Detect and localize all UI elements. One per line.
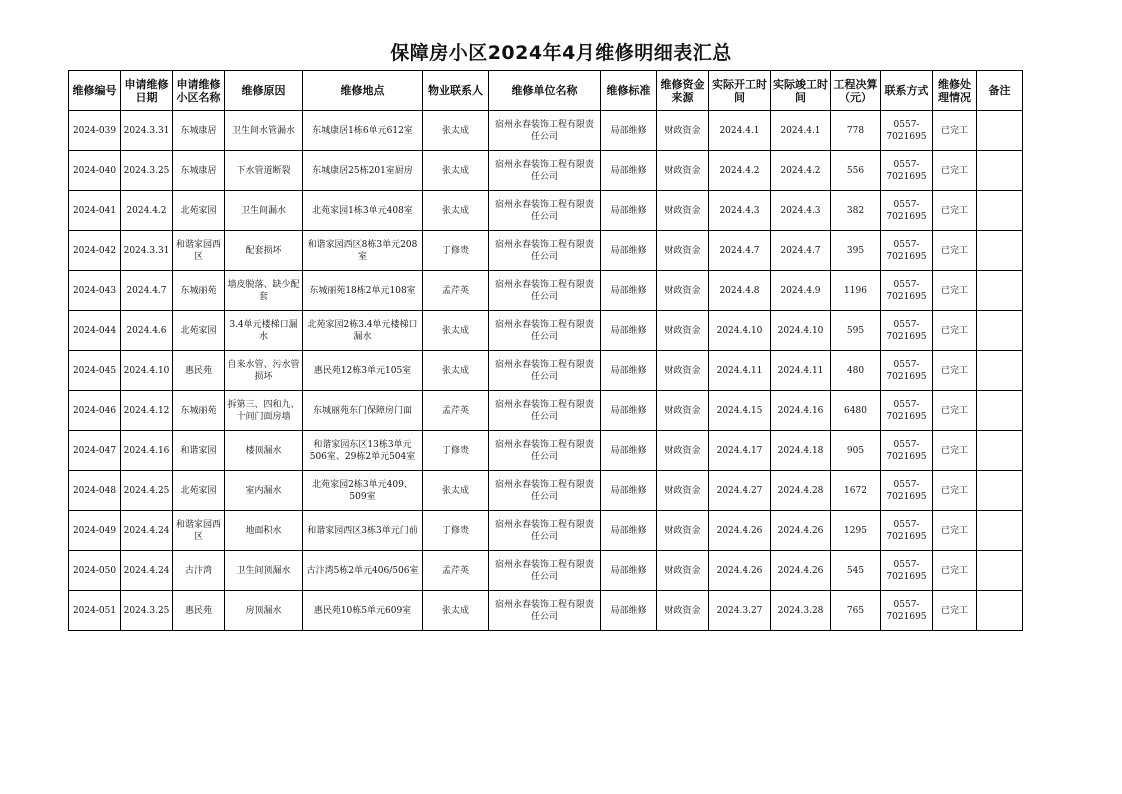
cell-reason: 卫生间顶漏水 (225, 551, 303, 591)
cell-fund-source: 财政资金 (657, 591, 709, 631)
cell-start-date: 2024.3.27 (709, 591, 771, 631)
cell-standard: 局部维修 (601, 511, 657, 551)
cell-finish-date: 2024.4.11 (771, 351, 831, 391)
column-header-contact-person: 物业联系人 (423, 71, 489, 111)
table-row (69, 471, 1023, 511)
cell-contractor: 宿州永春装饰工程有限责任公司 (489, 591, 601, 631)
cell-community: 惠民苑 (173, 351, 225, 391)
cell-finish-date: 2024.4.3 (771, 191, 831, 231)
cell-settlement-amount: 905 (831, 431, 881, 471)
cell-phone: 0557-7021695 (881, 351, 933, 391)
cell-settlement-amount: 556 (831, 151, 881, 191)
cell-standard: 局部维修 (601, 231, 657, 271)
cell-status: 已完工 (933, 231, 977, 271)
cell-remarks (977, 351, 1023, 391)
cell-contact-person: 张太成 (423, 311, 489, 351)
cell-fund-source: 财政资金 (657, 311, 709, 351)
cell-repair-id: 2024-049 (69, 511, 121, 551)
column-header-repair-id: 维修编号 (69, 71, 121, 111)
table-row (69, 551, 1023, 591)
cell-settlement-amount: 778 (831, 111, 881, 151)
cell-reason: 自来水管、污水管损坏 (225, 351, 303, 391)
cell-settlement-amount: 545 (831, 551, 881, 591)
cell-settlement-amount: 1672 (831, 471, 881, 511)
cell-location: 北苑家园2栋3单元409、509室 (303, 471, 423, 511)
cell-phone: 0557-7021695 (881, 471, 933, 511)
cell-contractor: 宿州永春装饰工程有限责任公司 (489, 191, 601, 231)
cell-remarks (977, 391, 1023, 431)
table-row (69, 191, 1023, 231)
table-body (69, 111, 1023, 631)
cell-phone: 0557-7021695 (881, 431, 933, 471)
column-header-settlement-amount: 工程决算（元） (831, 71, 881, 111)
column-header-location: 维修地点 (303, 71, 423, 111)
cell-location: 东城康居1栋6单元612室 (303, 111, 423, 151)
cell-apply-date: 2024.4.7 (121, 271, 173, 311)
cell-finish-date: 2024.4.26 (771, 551, 831, 591)
cell-contact-person: 张太成 (423, 351, 489, 391)
cell-phone: 0557-7021695 (881, 231, 933, 271)
cell-repair-id: 2024-041 (69, 191, 121, 231)
cell-contact-person: 张太成 (423, 151, 489, 191)
cell-standard: 局部维修 (601, 151, 657, 191)
cell-settlement-amount: 6480 (831, 391, 881, 431)
cell-contractor: 宿州永春装饰工程有限责任公司 (489, 391, 601, 431)
column-header-remarks: 备注 (977, 71, 1023, 111)
cell-fund-source: 财政资金 (657, 551, 709, 591)
cell-reason: 室内漏水 (225, 471, 303, 511)
cell-community: 东城丽苑 (173, 391, 225, 431)
cell-standard: 局部维修 (601, 471, 657, 511)
cell-repair-id: 2024-045 (69, 351, 121, 391)
cell-status: 已完工 (933, 151, 977, 191)
cell-settlement-amount: 1196 (831, 271, 881, 311)
cell-settlement-amount: 382 (831, 191, 881, 231)
cell-fund-source: 财政资金 (657, 271, 709, 311)
cell-contact-person: 丁修贵 (423, 231, 489, 271)
cell-remarks (977, 591, 1023, 631)
cell-contractor: 宿州永春装饰工程有限责任公司 (489, 511, 601, 551)
cell-repair-id: 2024-044 (69, 311, 121, 351)
cell-reason: 楼顶漏水 (225, 431, 303, 471)
cell-repair-id: 2024-039 (69, 111, 121, 151)
cell-reason: 地面积水 (225, 511, 303, 551)
cell-community: 古汴湾 (173, 551, 225, 591)
cell-finish-date: 2024.4.1 (771, 111, 831, 151)
cell-remarks (977, 111, 1023, 151)
cell-apply-date: 2024.4.10 (121, 351, 173, 391)
cell-apply-date: 2024.3.25 (121, 591, 173, 631)
cell-settlement-amount: 1295 (831, 511, 881, 551)
cell-contact-person: 丁修贵 (423, 431, 489, 471)
cell-settlement-amount: 765 (831, 591, 881, 631)
cell-settlement-amount: 480 (831, 351, 881, 391)
cell-phone: 0557-7021695 (881, 511, 933, 551)
cell-standard: 局部维修 (601, 591, 657, 631)
cell-phone: 0557-7021695 (881, 191, 933, 231)
cell-contact-person: 张太成 (423, 111, 489, 151)
cell-status: 已完工 (933, 471, 977, 511)
cell-finish-date: 2024.4.16 (771, 391, 831, 431)
repair-table (68, 70, 1023, 631)
column-header-reason: 维修原因 (225, 71, 303, 111)
cell-apply-date: 2024.4.25 (121, 471, 173, 511)
cell-remarks (977, 511, 1023, 551)
cell-standard: 局部维修 (601, 551, 657, 591)
cell-reason: 3.4单元楼梯口漏水 (225, 311, 303, 351)
cell-standard: 局部维修 (601, 271, 657, 311)
cell-start-date: 2024.4.8 (709, 271, 771, 311)
cell-apply-date: 2024.4.24 (121, 511, 173, 551)
cell-start-date: 2024.4.15 (709, 391, 771, 431)
cell-contractor: 宿州永春装饰工程有限责任公司 (489, 311, 601, 351)
cell-fund-source: 财政资金 (657, 511, 709, 551)
cell-status: 已完工 (933, 591, 977, 631)
cell-remarks (977, 191, 1023, 231)
column-header-phone: 联系方式 (881, 71, 933, 111)
cell-standard: 局部维修 (601, 111, 657, 151)
cell-remarks (977, 231, 1023, 271)
table-row (69, 311, 1023, 351)
cell-apply-date: 2024.4.2 (121, 191, 173, 231)
cell-community: 和谐家园西区 (173, 511, 225, 551)
cell-apply-date: 2024.4.24 (121, 551, 173, 591)
cell-location: 北苑家园1栋3单元408室 (303, 191, 423, 231)
cell-start-date: 2024.4.1 (709, 111, 771, 151)
cell-finish-date: 2024.4.2 (771, 151, 831, 191)
cell-community: 和谐家园西区 (173, 231, 225, 271)
cell-fund-source: 财政资金 (657, 191, 709, 231)
cell-finish-date: 2024.4.7 (771, 231, 831, 271)
cell-contact-person: 孟芹英 (423, 271, 489, 311)
column-header-fund-source: 维修资金来源 (657, 71, 709, 111)
cell-location: 东城丽苑18栋2单元108室 (303, 271, 423, 311)
cell-start-date: 2024.4.26 (709, 551, 771, 591)
cell-fund-source: 财政资金 (657, 351, 709, 391)
cell-standard: 局部维修 (601, 311, 657, 351)
cell-repair-id: 2024-046 (69, 391, 121, 431)
cell-phone: 0557-7021695 (881, 271, 933, 311)
cell-apply-date: 2024.4.6 (121, 311, 173, 351)
cell-apply-date: 2024.3.31 (121, 111, 173, 151)
cell-status: 已完工 (933, 271, 977, 311)
cell-contractor: 宿州永春装饰工程有限责任公司 (489, 551, 601, 591)
cell-status: 已完工 (933, 351, 977, 391)
cell-start-date: 2024.4.10 (709, 311, 771, 351)
cell-location: 和谐家园西区8栋3单元208室 (303, 231, 423, 271)
cell-start-date: 2024.4.3 (709, 191, 771, 231)
cell-repair-id: 2024-042 (69, 231, 121, 271)
cell-phone: 0557-7021695 (881, 311, 933, 351)
cell-fund-source: 财政资金 (657, 111, 709, 151)
cell-finish-date: 2024.3.28 (771, 591, 831, 631)
cell-repair-id: 2024-051 (69, 591, 121, 631)
cell-contact-person: 张太成 (423, 191, 489, 231)
cell-settlement-amount: 395 (831, 231, 881, 271)
column-header-start-date: 实际开工时间 (709, 71, 771, 111)
column-header-contractor: 维修单位名称 (489, 71, 601, 111)
cell-standard: 局部维修 (601, 351, 657, 391)
cell-settlement-amount: 595 (831, 311, 881, 351)
cell-status: 已完工 (933, 111, 977, 151)
cell-reason: 下水管道断裂 (225, 151, 303, 191)
table-row (69, 271, 1023, 311)
cell-status: 已完工 (933, 391, 977, 431)
cell-contact-person: 孟芹英 (423, 391, 489, 431)
cell-status: 已完工 (933, 311, 977, 351)
cell-start-date: 2024.4.7 (709, 231, 771, 271)
cell-reason: 卫生间水管漏水 (225, 111, 303, 151)
cell-phone: 0557-7021695 (881, 111, 933, 151)
cell-repair-id: 2024-050 (69, 551, 121, 591)
cell-status: 已完工 (933, 431, 977, 471)
cell-phone: 0557-7021695 (881, 551, 933, 591)
cell-repair-id: 2024-040 (69, 151, 121, 191)
cell-contractor: 宿州永春装饰工程有限责任公司 (489, 431, 601, 471)
cell-start-date: 2024.4.17 (709, 431, 771, 471)
column-header-apply-date: 申请维修日期 (121, 71, 173, 111)
cell-reason: 房顶漏水 (225, 591, 303, 631)
cell-remarks (977, 271, 1023, 311)
cell-contractor: 宿州永春装饰工程有限责任公司 (489, 271, 601, 311)
cell-location: 北苑家园2栋3.4单元楼梯口漏水 (303, 311, 423, 351)
cell-community: 东城丽苑 (173, 271, 225, 311)
column-header-status: 维修处理情况 (933, 71, 977, 111)
cell-contractor: 宿州永春装饰工程有限责任公司 (489, 471, 601, 511)
cell-reason: 卫生间漏水 (225, 191, 303, 231)
table-header (69, 71, 1023, 111)
page-title: 保障房小区2024年4月维修明细表汇总 (390, 42, 732, 64)
cell-location: 惠民苑12栋3单元105室 (303, 351, 423, 391)
cell-community: 北苑家园 (173, 191, 225, 231)
cell-reason: 墙皮脱落、缺少配套 (225, 271, 303, 311)
cell-start-date: 2024.4.2 (709, 151, 771, 191)
cell-finish-date: 2024.4.18 (771, 431, 831, 471)
cell-community: 北苑家园 (173, 471, 225, 511)
cell-contact-person: 张太成 (423, 471, 489, 511)
cell-remarks (977, 151, 1023, 191)
cell-finish-date: 2024.4.9 (771, 271, 831, 311)
table-row (69, 351, 1023, 391)
cell-remarks (977, 431, 1023, 471)
cell-apply-date: 2024.4.16 (121, 431, 173, 471)
cell-community: 东城康居 (173, 151, 225, 191)
cell-phone: 0557-7021695 (881, 391, 933, 431)
cell-repair-id: 2024-043 (69, 271, 121, 311)
cell-start-date: 2024.4.27 (709, 471, 771, 511)
cell-finish-date: 2024.4.28 (771, 471, 831, 511)
table-row (69, 391, 1023, 431)
header-row (69, 71, 1023, 111)
cell-contractor: 宿州永春装饰工程有限责任公司 (489, 111, 601, 151)
cell-remarks (977, 551, 1023, 591)
cell-finish-date: 2024.4.26 (771, 511, 831, 551)
table-row (69, 151, 1023, 191)
cell-reason: 配套损坏 (225, 231, 303, 271)
cell-community: 北苑家园 (173, 311, 225, 351)
cell-contractor: 宿州永春装饰工程有限责任公司 (489, 151, 601, 191)
cell-community: 惠民苑 (173, 591, 225, 631)
cell-apply-date: 2024.4.12 (121, 391, 173, 431)
cell-contact-person: 孟芹英 (423, 551, 489, 591)
cell-start-date: 2024.4.26 (709, 511, 771, 551)
cell-phone: 0557-7021695 (881, 151, 933, 191)
table-row (69, 231, 1023, 271)
cell-fund-source: 财政资金 (657, 431, 709, 471)
cell-contact-person: 张太成 (423, 591, 489, 631)
cell-location: 惠民苑10栋5单元609室 (303, 591, 423, 631)
cell-status: 已完工 (933, 551, 977, 591)
cell-location: 古汴湾5栋2单元406/506室 (303, 551, 423, 591)
table-row (69, 111, 1023, 151)
cell-apply-date: 2024.3.25 (121, 151, 173, 191)
cell-location: 和谐家园东区13栋3单元506室、29栋2单元504室 (303, 431, 423, 471)
cell-contractor: 宿州永春装饰工程有限责任公司 (489, 351, 601, 391)
cell-location: 东城康居25栋201室厨房 (303, 151, 423, 191)
cell-fund-source: 财政资金 (657, 231, 709, 271)
cell-phone: 0557-7021695 (881, 591, 933, 631)
cell-community: 和谐家园 (173, 431, 225, 471)
cell-reason: 拆第三、四和九、十间门面房墙 (225, 391, 303, 431)
cell-status: 已完工 (933, 511, 977, 551)
cell-remarks (977, 471, 1023, 511)
cell-contractor: 宿州永春装饰工程有限责任公司 (489, 231, 601, 271)
cell-location: 和谐家园西区3栋3单元门前 (303, 511, 423, 551)
cell-location: 东城丽苑东门保障房门面 (303, 391, 423, 431)
cell-apply-date: 2024.3.31 (121, 231, 173, 271)
cell-repair-id: 2024-047 (69, 431, 121, 471)
cell-remarks (977, 311, 1023, 351)
cell-standard: 局部维修 (601, 391, 657, 431)
cell-status: 已完工 (933, 191, 977, 231)
column-header-community: 申请维修小区名称 (173, 71, 225, 111)
column-header-standard: 维修标准 (601, 71, 657, 111)
cell-community: 东城康居 (173, 111, 225, 151)
cell-start-date: 2024.4.11 (709, 351, 771, 391)
cell-standard: 局部维修 (601, 431, 657, 471)
table-row (69, 511, 1023, 551)
cell-finish-date: 2024.4.10 (771, 311, 831, 351)
cell-contact-person: 丁修贵 (423, 511, 489, 551)
cell-fund-source: 财政资金 (657, 471, 709, 511)
column-header-finish-date: 实际竣工时间 (771, 71, 831, 111)
cell-fund-source: 财政资金 (657, 391, 709, 431)
cell-repair-id: 2024-048 (69, 471, 121, 511)
cell-standard: 局部维修 (601, 191, 657, 231)
table-row (69, 431, 1023, 471)
cell-fund-source: 财政资金 (657, 151, 709, 191)
table-row (69, 591, 1023, 631)
